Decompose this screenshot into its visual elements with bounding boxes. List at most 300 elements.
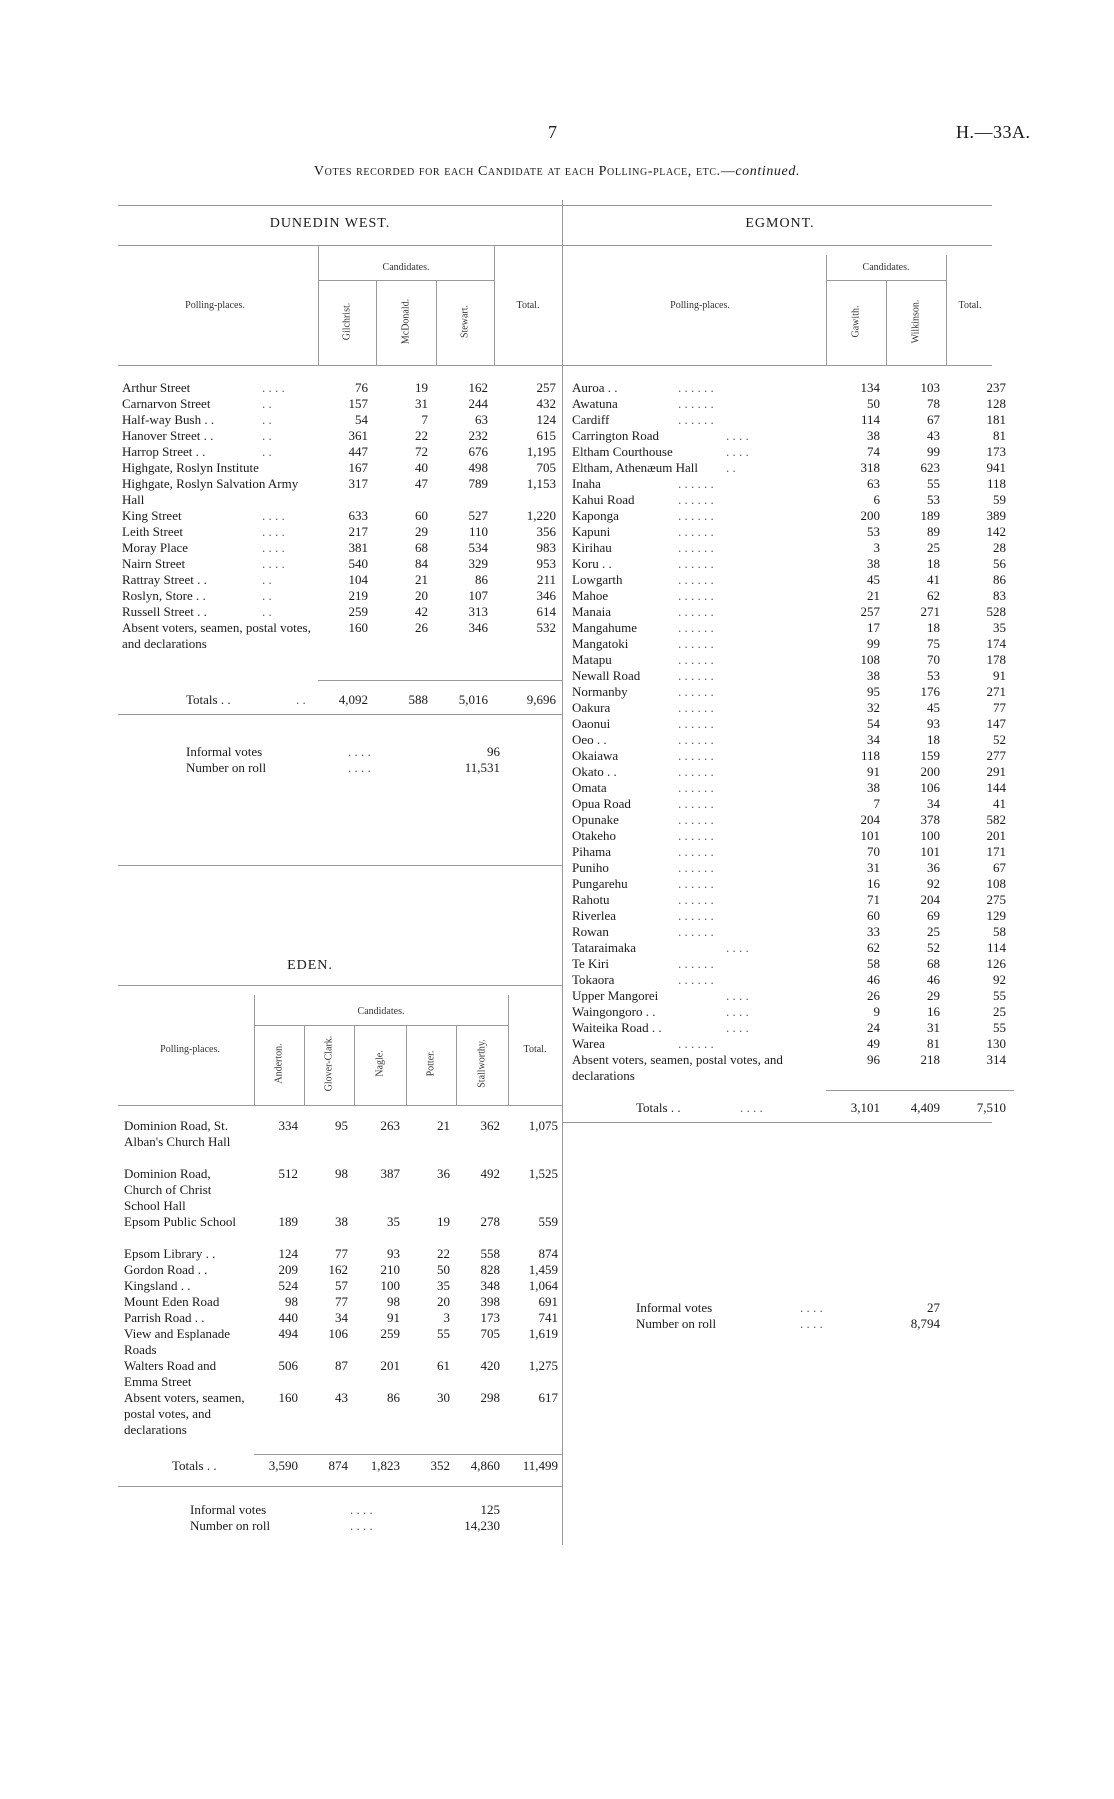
vote-count: 55 xyxy=(437,1326,450,1341)
row-total: 314 xyxy=(986,1052,1006,1067)
polling-place-name: Oaonui xyxy=(572,716,611,731)
vote-count: 77 xyxy=(335,1294,348,1309)
polling-place-name: Puniho xyxy=(572,860,609,875)
totals-label: Totals . . xyxy=(636,1100,681,1115)
leader-dots: . . . . . . xyxy=(678,380,714,395)
vote-count: 38 xyxy=(867,428,880,443)
leader-dots: . . . . xyxy=(726,1020,749,1035)
vote-count: 95 xyxy=(335,1118,348,1133)
rule xyxy=(118,365,562,366)
candidate-name: Gawith. xyxy=(850,305,862,338)
vote-count: 72 xyxy=(415,444,428,459)
rule xyxy=(456,1025,457,1105)
leader-dots: . . . . . . xyxy=(678,524,714,539)
vote-count: 78 xyxy=(927,396,940,411)
row-total: 1,195 xyxy=(526,444,556,459)
column-total: 5,016 xyxy=(458,692,488,707)
rule xyxy=(118,245,562,246)
leader-dots: . . xyxy=(262,396,272,411)
row-total: 173 xyxy=(986,444,1006,459)
total-label: Total. xyxy=(958,300,982,311)
vote-count: 63 xyxy=(867,476,880,491)
polling-place-name: Inaha xyxy=(572,476,601,491)
polling-place-name: Highgate, Roslyn Institute xyxy=(122,460,259,475)
vote-count: 42 xyxy=(415,604,428,619)
vote-count: 98 xyxy=(387,1294,400,1309)
rule xyxy=(118,205,562,206)
rule xyxy=(562,365,992,366)
column-divider xyxy=(562,200,563,1545)
row-total: 178 xyxy=(986,652,1006,667)
informal-votes-value: 96 xyxy=(487,744,500,759)
vote-count: 50 xyxy=(437,1262,450,1277)
vote-count: 348 xyxy=(480,1278,500,1293)
vote-count: 232 xyxy=(468,428,488,443)
leader-dots: . . . . . . xyxy=(678,476,714,491)
vote-count: 41 xyxy=(927,572,940,587)
polling-place-name: Pungarehu xyxy=(572,876,628,891)
vote-count: 118 xyxy=(860,748,880,763)
vote-count: 31 xyxy=(927,1020,940,1035)
total-label: Total. xyxy=(516,300,540,311)
vote-count: 98 xyxy=(285,1294,298,1309)
vote-count: 134 xyxy=(860,380,880,395)
row-total: 615 xyxy=(536,428,556,443)
leader-dots: . . . . . . xyxy=(678,828,714,843)
section-title: DUNEDIN WEST. xyxy=(269,216,391,231)
vote-count: 71 xyxy=(867,892,880,907)
vote-count: 53 xyxy=(867,524,880,539)
vote-count: 53 xyxy=(927,492,940,507)
vote-count: 29 xyxy=(415,524,428,539)
vote-count: 62 xyxy=(927,588,940,603)
row-total: 56 xyxy=(993,556,1006,571)
leader-dots: . . . . . . xyxy=(678,716,714,731)
vote-count: 209 xyxy=(278,1262,298,1277)
polling-place-name: Opunake xyxy=(572,812,619,827)
candidate-name: McDonald. xyxy=(400,298,412,345)
vote-count: 61 xyxy=(437,1358,450,1373)
vote-count: 534 xyxy=(468,540,488,555)
vote-count: 25 xyxy=(927,924,940,939)
rule xyxy=(562,205,992,206)
vote-count: 99 xyxy=(867,636,880,651)
leader-dots: . . xyxy=(262,412,272,427)
vote-count: 21 xyxy=(867,588,880,603)
rule xyxy=(318,680,562,681)
leader-dots: . . . . . . xyxy=(678,668,714,683)
vote-count: 201 xyxy=(380,1358,400,1373)
polling-place-name: Kapuni xyxy=(572,524,611,539)
vote-count: 74 xyxy=(867,444,880,459)
leader-dots: . . xyxy=(726,460,736,475)
vote-count: 398 xyxy=(480,1294,500,1309)
vote-count: 259 xyxy=(380,1326,400,1341)
vote-count: 318 xyxy=(860,460,880,475)
row-total: 128 xyxy=(986,396,1006,411)
polling-place-name: Roslyn, Store . . xyxy=(122,588,206,603)
row-total: 432 xyxy=(536,396,556,411)
vote-count: 378 xyxy=(920,812,940,827)
candidates-label: Candidates. xyxy=(357,1006,405,1017)
vote-count: 124 xyxy=(278,1246,298,1261)
vote-count: 106 xyxy=(920,780,940,795)
vote-count: 313 xyxy=(468,604,488,619)
row-total: 346 xyxy=(536,588,556,603)
row-total: 201 xyxy=(986,828,1006,843)
row-total: 1,153 xyxy=(526,476,556,491)
vote-count: 16 xyxy=(927,1004,940,1019)
leader-dots: . . xyxy=(296,692,306,707)
total-label: Total. xyxy=(523,1044,547,1055)
row-total: 86 xyxy=(993,572,1006,587)
vote-count: 828 xyxy=(480,1262,500,1277)
polling-place-name: Rahotu xyxy=(572,892,610,907)
vote-count: 77 xyxy=(335,1246,348,1261)
leader-dots: . . . . . . xyxy=(678,780,714,795)
leader-dots: . . . . . . xyxy=(678,620,714,635)
leader-dots: . . . . . . xyxy=(678,684,714,699)
vote-count: 25 xyxy=(927,540,940,555)
polling-place-name: Eltham Courthouse xyxy=(572,444,673,459)
rule xyxy=(118,1105,562,1106)
leader-dots: . . . . xyxy=(348,760,371,775)
vote-count: 18 xyxy=(927,620,940,635)
vote-count: 558 xyxy=(480,1246,500,1261)
row-total: 35 xyxy=(993,620,1006,635)
row-total: 582 xyxy=(986,812,1006,827)
polling-places-label: Polling-places. xyxy=(160,1044,220,1055)
rule xyxy=(118,865,562,866)
vote-count: 52 xyxy=(927,940,940,955)
page-heading xyxy=(0,164,1114,180)
polling-place-name: Kaponga xyxy=(572,508,619,523)
row-total: 941 xyxy=(986,460,1006,475)
vote-count: 91 xyxy=(867,764,880,779)
leader-dots: . . xyxy=(262,428,272,443)
vote-count: 54 xyxy=(355,412,368,427)
row-total: 559 xyxy=(538,1214,558,1229)
section-title: EGMONT. xyxy=(745,216,815,231)
vote-count: 101 xyxy=(920,844,940,859)
polling-place-name: Absent voters, seamen, postal votes, and declarations xyxy=(122,620,311,651)
vote-count: 24 xyxy=(867,1020,880,1035)
grand-total: 7,510 xyxy=(976,1100,1006,1115)
vote-count: 512 xyxy=(278,1166,298,1181)
polling-place-name: Harrop Street . . xyxy=(122,444,206,459)
vote-count: 60 xyxy=(867,908,880,923)
vote-count: 86 xyxy=(387,1390,400,1405)
vote-count: 22 xyxy=(437,1246,450,1261)
polling-place-name: Absent voters, seamen, postal votes, and declarations xyxy=(124,1390,245,1437)
vote-count: 9 xyxy=(873,1004,880,1019)
vote-count: 21 xyxy=(437,1118,450,1133)
leader-dots: . . . . . . xyxy=(678,396,714,411)
vote-count: 38 xyxy=(335,1214,348,1229)
vote-count: 93 xyxy=(927,716,940,731)
polling-place-name: Russell Street . . xyxy=(122,604,207,619)
row-total: 211 xyxy=(536,572,556,587)
polling-place-name: Hanover Street . . xyxy=(122,428,214,443)
vote-count: 21 xyxy=(415,572,428,587)
vote-count: 26 xyxy=(415,620,428,635)
polling-place-name: Pihama xyxy=(572,844,611,859)
vote-count: 100 xyxy=(920,828,940,843)
column-total: 4,092 xyxy=(338,692,368,707)
vote-count: 217 xyxy=(348,524,368,539)
vote-count: 35 xyxy=(387,1214,400,1229)
column-total: 352 xyxy=(430,1458,450,1473)
vote-count: 35 xyxy=(437,1278,450,1293)
leader-dots: . . . . xyxy=(726,428,749,443)
candidate-name: Gilchrist. xyxy=(341,302,353,341)
vote-count: 34 xyxy=(927,796,940,811)
leader-dots: . . . . xyxy=(262,380,285,395)
leader-dots: . . . . xyxy=(262,556,285,571)
polling-place-name: Mangahume xyxy=(572,620,637,635)
rule xyxy=(118,714,562,715)
vote-count: 22 xyxy=(415,428,428,443)
polling-place-name: Te Kiri xyxy=(572,956,609,971)
vote-count: 329 xyxy=(468,556,488,571)
row-total: 108 xyxy=(986,876,1006,891)
vote-count: 68 xyxy=(927,956,940,971)
polling-place-name: King Street xyxy=(122,508,182,523)
vote-count: 36 xyxy=(437,1166,450,1181)
row-total: 83 xyxy=(993,588,1006,603)
vote-count: 100 xyxy=(380,1278,400,1293)
leader-dots: . . . . xyxy=(726,1004,749,1019)
leader-dots: . . . . xyxy=(262,540,285,555)
informal-votes-label: Informal votes xyxy=(190,1502,267,1517)
vote-count: 705 xyxy=(480,1326,500,1341)
informal-votes-label: Informal votes xyxy=(636,1300,713,1315)
rule xyxy=(254,1025,508,1026)
leader-dots: . . xyxy=(262,588,272,603)
row-total: 147 xyxy=(986,716,1006,731)
polling-place-name: Koru . . xyxy=(572,556,612,571)
vote-count: 218 xyxy=(920,1052,940,1067)
leader-dots: . . . . . . xyxy=(678,972,714,987)
leader-dots: . . . . xyxy=(726,940,749,955)
vote-count: 29 xyxy=(927,988,940,1003)
vote-count: 46 xyxy=(927,972,940,987)
vote-count: 46 xyxy=(867,972,880,987)
rule xyxy=(354,1025,355,1105)
polling-place-name: Mangatoki xyxy=(572,636,629,651)
polling-place-name: Epsom Public School xyxy=(124,1214,236,1229)
polling-place-name: Kingsland . . xyxy=(124,1278,191,1293)
vote-count: 18 xyxy=(927,556,940,571)
polling-place-name: Normanby xyxy=(572,684,628,699)
candidate-name: Potter. xyxy=(425,1050,437,1077)
polling-place-name: Awatuna xyxy=(572,396,618,411)
row-total: 91 xyxy=(993,668,1006,683)
polling-place-name: Riverlea xyxy=(572,908,617,923)
row-total: 28 xyxy=(993,540,1006,555)
vote-count: 62 xyxy=(867,940,880,955)
vote-count: 420 xyxy=(480,1358,500,1373)
grand-total: 9,696 xyxy=(526,692,556,707)
vote-count: 95 xyxy=(867,684,880,699)
polling-place-name: Warea xyxy=(572,1036,605,1051)
rule xyxy=(886,280,887,365)
leader-dots: . . . . . . xyxy=(678,492,714,507)
section-title: EDEN. xyxy=(287,958,333,973)
leader-dots: . . . . xyxy=(740,1100,763,1115)
polling-place-name: Mahoe xyxy=(572,588,609,603)
row-total: 1,275 xyxy=(528,1358,558,1373)
candidates-label: Candidates. xyxy=(382,262,430,273)
rule xyxy=(826,1090,1014,1091)
vote-count: 33 xyxy=(867,924,880,939)
leader-dots: . . . . xyxy=(800,1300,823,1315)
number-on-roll-value: 14,230 xyxy=(464,1518,500,1533)
polling-place-name: Omata xyxy=(572,780,607,795)
number-on-roll-value: 8,794 xyxy=(910,1316,940,1331)
polling-place-name: Parrish Road . . xyxy=(124,1310,205,1325)
vote-count: 204 xyxy=(860,812,880,827)
polling-place-name: Nairn Street xyxy=(122,556,186,571)
heading-italic: continued. xyxy=(735,164,801,179)
vote-count: 3 xyxy=(873,540,880,555)
row-total: 92 xyxy=(993,972,1006,987)
vote-count: 263 xyxy=(380,1118,400,1133)
vote-count: 70 xyxy=(927,652,940,667)
vote-count: 447 xyxy=(348,444,368,459)
leader-dots: . . . . xyxy=(726,444,749,459)
polling-place-name: Okaiawa xyxy=(572,748,619,763)
candidate-name: Glover-Clark. xyxy=(323,1035,335,1092)
polling-place-name: Walters Road and Emma Street xyxy=(124,1358,217,1389)
row-total: 953 xyxy=(536,556,556,571)
leader-dots: . . . . . . xyxy=(678,764,714,779)
leader-dots: . . . . . . xyxy=(678,652,714,667)
number-on-roll-label: Number on roll xyxy=(190,1518,271,1533)
vote-count: 43 xyxy=(335,1390,348,1405)
row-total: 25 xyxy=(993,1004,1006,1019)
vote-count: 200 xyxy=(920,764,940,779)
leader-dots: . . . . . . xyxy=(678,588,714,603)
vote-count: 67 xyxy=(927,412,940,427)
vote-count: 101 xyxy=(860,828,880,843)
vote-count: 189 xyxy=(278,1214,298,1229)
vote-count: 47 xyxy=(415,476,428,491)
row-total: 129 xyxy=(986,908,1006,923)
polling-place-name: Carrington Road xyxy=(572,428,660,443)
informal-votes-label: Informal votes xyxy=(186,744,263,759)
row-total: 614 xyxy=(536,604,556,619)
leader-dots: . . . . . . xyxy=(678,908,714,923)
number-on-roll-label: Number on roll xyxy=(186,760,267,775)
vote-count: 219 xyxy=(348,588,368,603)
vote-count: 17 xyxy=(867,620,880,635)
vote-count: 298 xyxy=(480,1390,500,1405)
vote-count: 200 xyxy=(860,508,880,523)
vote-count: 31 xyxy=(867,860,880,875)
vote-count: 86 xyxy=(475,572,488,587)
row-total: 271 xyxy=(986,684,1006,699)
polling-place-name: Moray Place xyxy=(122,540,189,555)
grand-total: 11,499 xyxy=(522,1458,558,1473)
leader-dots: . . . . . . xyxy=(678,892,714,907)
vote-count: 91 xyxy=(387,1310,400,1325)
vote-count: 157 xyxy=(348,396,368,411)
vote-count: 98 xyxy=(335,1166,348,1181)
polling-place-name: Otakeho xyxy=(572,828,617,843)
row-total: 532 xyxy=(536,620,556,635)
rule xyxy=(562,245,992,246)
vote-count: 160 xyxy=(348,620,368,635)
polling-place-name: Rowan xyxy=(572,924,609,939)
vote-count: 34 xyxy=(335,1310,348,1325)
vote-count: 540 xyxy=(348,556,368,571)
row-total: 1,064 xyxy=(528,1278,558,1293)
vote-count: 55 xyxy=(927,476,940,491)
vote-count: 36 xyxy=(927,860,940,875)
leader-dots: . . . . xyxy=(262,524,285,539)
leader-dots: . . . . . . xyxy=(678,748,714,763)
vote-count: 162 xyxy=(468,380,488,395)
leader-dots: . . xyxy=(262,444,272,459)
vote-count: 440 xyxy=(278,1310,298,1325)
vote-count: 38 xyxy=(867,780,880,795)
polling-place-name: Tokaora xyxy=(572,972,615,987)
polling-place-name: Rattray Street . . xyxy=(122,572,207,587)
row-total: 528 xyxy=(986,604,1006,619)
row-total: 389 xyxy=(986,508,1006,523)
leader-dots: . . xyxy=(262,572,272,587)
row-total: 174 xyxy=(986,636,1006,651)
informal-votes-value: 125 xyxy=(480,1502,500,1517)
row-total: 291 xyxy=(986,764,1006,779)
rule xyxy=(376,280,377,365)
polling-places-label: Polling-places. xyxy=(670,300,730,311)
polling-place-name: Okato . . xyxy=(572,764,617,779)
rule xyxy=(406,1025,407,1105)
vote-count: 63 xyxy=(475,412,488,427)
polling-place-name: Oakura xyxy=(572,700,611,715)
vote-count: 20 xyxy=(415,588,428,603)
leader-dots: . . . . . . xyxy=(678,796,714,811)
row-total: 67 xyxy=(993,860,1006,875)
vote-count: 106 xyxy=(328,1326,348,1341)
vote-count: 381 xyxy=(348,540,368,555)
leader-dots: . . . . . . xyxy=(678,860,714,875)
number-on-roll-value: 11,531 xyxy=(464,760,500,775)
vote-count: 70 xyxy=(867,844,880,859)
row-total: 55 xyxy=(993,988,1006,1003)
vote-count: 6 xyxy=(873,492,880,507)
leader-dots: . . . . xyxy=(800,1316,823,1331)
rule xyxy=(118,985,562,986)
polling-place-name: Leith Street xyxy=(122,524,184,539)
vote-count: 31 xyxy=(415,396,428,411)
leader-dots: . . . . . . xyxy=(678,508,714,523)
row-total: 874 xyxy=(538,1246,558,1261)
vote-count: 633 xyxy=(348,508,368,523)
column-total: 874 xyxy=(328,1458,348,1473)
vote-count: 259 xyxy=(348,604,368,619)
polling-place-name: Lowgarth xyxy=(572,572,623,587)
leader-dots: . . . . xyxy=(348,744,371,759)
leader-dots: . . . . . . xyxy=(678,556,714,571)
vote-count: 81 xyxy=(927,1036,940,1051)
vote-count: 16 xyxy=(867,876,880,891)
polling-place-name: Dominion Road, Church of Christ School Hall xyxy=(124,1166,212,1213)
vote-count: 162 xyxy=(328,1262,348,1277)
column-total: 1,823 xyxy=(370,1458,400,1473)
